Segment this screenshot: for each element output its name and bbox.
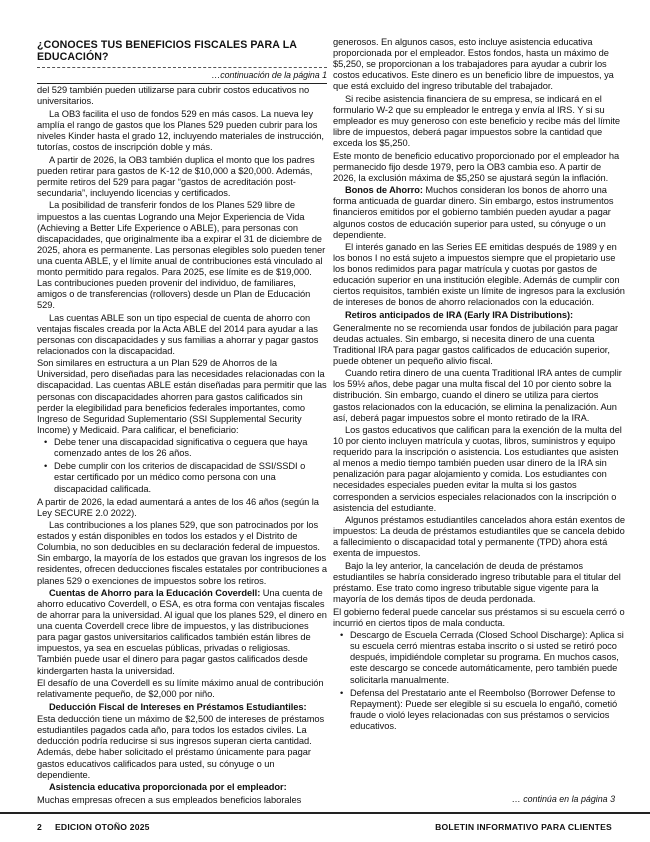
paragraph: Esta deducción tiene un máximo de $2,500 de intereses de préstamos estudiantiles pagados cada año, para todos los estados civiles. La deducción podría reducirse si sus ingresos superan cierta cantidad. Además, debe haber solicitado el préstamo únicamente para pagar gastos educativos calificados para usted, su cónyuge o un dependiente.: [37, 714, 325, 780]
bullet-icon: •: [44, 461, 48, 472]
subheading-coverdell: Cuentas de Ahorro para la Educación Coverdell:: [49, 588, 261, 599]
paragraph: Bajo la ley anterior, la cancelación de deuda de préstamos estudiantiles se habría considerado ingreso tributable para el titular del préstamo. Ese trato como ingreso tributable sigue vigente para la mayoría de los demás tipos de deuda perdonada.: [333, 560, 621, 605]
paragraph: El gobierno federal puede cancelar sus préstamos si su escuela cerró o incurrió en ciertos tipos de mala conducta.: [333, 606, 625, 628]
paragraph: generosos. En algunos casos, esto incluye asistencia educativa proporcionada por el empleador. Estos fondos, hasta un máximo de $5,250, se proporcionan a los trabajadores para ayudar a cubrir los costos educativos. Este dinero es un beneficio libre de impuestos, ya que está excluido del ingreso tributable del trabajador.: [333, 37, 614, 92]
paragraph: del 529 también pueden utilizarse para cubrir costos educativos no universitarios.: [37, 85, 310, 107]
paragraph: Las cuentas ABLE son un tipo especial de cuenta de ahorro con ventajas fiscales creada por la Acta ABLE del 2014 para ayudar a las personas con discapacidades y sus familias a ahorrar y pagar gastos relacionados con la discapacidad.: [37, 312, 319, 356]
paragraph: El desafío de una Coverdell es su límite máximo anual de contribución relativamente pequeño, de $2,000 por niño.: [37, 678, 324, 700]
eligibility-list: [37, 437, 327, 494]
paragraph: A partir de 2026, la edad aumentará a antes de los 46 años (según la Ley SECURE 2.0 2022).: [37, 496, 319, 518]
left-column: [37, 36, 327, 807]
paragraph: Muchas empresas ofrecen a sus empleados beneficios laborales: [37, 794, 302, 805]
section-divider: [37, 83, 327, 84]
list-item: • Debe tener una discapacidad significativa o ceguera que haya comenzado antes de los 26 años.: [44, 437, 308, 459]
discharge-list: [333, 630, 625, 732]
list-item: • Descargo de Escuela Cerrada (Closed School Discharge): Aplica si su escuela cerró mientras estaba inscrito o si usted se retiró poco después, impidiéndole completar su programa. En muchos casos, este descargo se concede automáticamente, pero también puede solicitarla manualmente.: [340, 630, 624, 685]
paragraph: Este monto de beneficio educativo proporcionado por el empleador ha permanecido fijo desde 1979, pero la OB3 cambia eso. A partir de 2026, la exclusión máxima de $5,250 se ajustará según la inflación.: [333, 150, 620, 183]
paragraph-savings-bonds: Bonos de Ahorro: Muchos consideran los bonos de ahorro una forma anticuada de guardar dinero. Sin embargo, estos instrumentos financieros emitidos por el gobierno también pueden ayudar a pagar algunos costos de educación superior para usted, su cónyuge o un dependiente.: [333, 185, 614, 240]
paragraph: La OB3 facilita el uso de fondos 529 en más casos. La nueva ley amplía el rango de gastos que los Planes 529 pueden cubrir para los niveles Kinder hasta el grado 12, incluyendo materiales de instrucción, tutorías, costos de inscripción doble y más.: [37, 108, 324, 153]
bullet-icon: •: [340, 687, 344, 698]
page-footer: [0, 812, 650, 842]
paragraph: A partir de 2026, la OB3 también duplica el monto que los padres pueden retirar para gastos de K-12 de $10,000 a $20,000. Además, permite retiros del 529 para pagar “gastos de acreditación post-secundaria”, incluyendo licencias y certificados.: [37, 154, 315, 198]
subheading-savings-bonds: Bonos de Ahorro:: [345, 185, 423, 196]
article-title: ¿CONOCES TUS BENEFICIOS FISCALES PARA LA EDUCACIÓN?: [37, 39, 297, 63]
list-item: • Defensa del Prestatario ante el Reembolso (Borrower Defense to Repayment): Puede ser elegible si su escuela lo engañó, cometió fraude o violó leyes relacionadas con sus préstamos o servicios educativos.: [340, 687, 618, 731]
paragraph-coverdell: Cuentas de Ahorro para la Educación Coverdell: Una cuenta de ahorro educativo Coverdell, o ESA, es otra forma con ventajas fiscales de ahorrar para la universidad. Al igual que los planes 529, el dinero en una cuenta Coverdell crece libre de impuestos, y las distribuciones para pagar gastos universitarios calificados también están libres de impuestos, ya sea en escuelas públicas, privadas o religiosas. También puede usar el dinero para pagar gastos calificados desde kindergarten hasta la universidad.: [37, 588, 327, 676]
paragraph: Si recibe asistencia financiera de su empresa, se indicará en el formulario W-2 que su empleador le entrega y envía al IRS. Y si su empleador es muy generoso con este beneficio y recibe más del límite libre de impuestos, deberá pagar impuestos sobre la cantidad que exceda los $5,250.: [333, 93, 621, 149]
continued-from-note: …continuación de la página 1: [211, 69, 327, 80]
subheading-employer-assistance: Asistencia educativa proporcionada por el empleador:: [49, 782, 287, 793]
continued-on-note: … continúa en la página 3: [511, 794, 615, 804]
paragraph: Algunos préstamos estudiantiles cancelados ahora están exentos de impuestos: La deuda de préstamos estudiantiles que se cancela debido a fallecimiento o discapacidad total y permanente (TPD) ahora está exenta de impuestos.: [333, 515, 625, 559]
right-column: [333, 37, 625, 734]
subheading-early-ira: Retiros anticipados de IRA (Early IRA Distributions):: [345, 310, 574, 320]
page-number: 2: [37, 822, 42, 832]
paragraph: La posibilidad de transferir fondos de los Planes 529 libre de impuestos a las cuentas Logrando una Mejor Experiencia de Vida (Achieving a Better Life Experience o ABLE), para personas con discapacidades, que originalmente iba a expirar el 31 de diciembre de 2025, ahora es permanente. Las personas elegibles solo pueden tener una cuenta ABLE, y el límite anual de contribuciones está vinculado al monto permitido para regalos. Para 2025, ese límite es de $19,000. Las contribuciones pueden provenir del individuo, de familiares, amigos o de transferencias (rollovers) desde un Plan de Educación 529.: [37, 200, 326, 310]
bulletin-label: BOLETIN INFORMATIVO PARA CLIENTES: [435, 822, 612, 832]
list-item: • Debe cumplir con los criterios de discapacidad de SSI/SSDI o estar certificado por un médico como persona con una discapacidad calificada.: [44, 461, 306, 494]
paragraph: Generalmente no se recomienda usar fondos de jubilación para pagar deudas actuales. Sin embargo, si necesita dinero de una cuenta Traditional IRA para pagar gastos calificados de educación superior, puede obtener un pequeño alivio fiscal.: [333, 322, 619, 366]
bullet-icon: •: [44, 437, 48, 448]
edition-label: EDICION OTOÑO 2025: [55, 822, 150, 832]
paragraph: Las contribuciones a los planes 529, que son patrocinados por los estados y están disponibles en todos los estados y el Distrito de Columbia, no son deducibles en su declaración federal de impuestos. Sin embargo, la mayoría de los estados que gravan los ingresos de los residentes, ofrecen deducciones fiscales estatales por contribuciones a planes 529 o exenciones de impuestos sobre los retiros.: [37, 520, 327, 586]
paragraph: Los gastos educativos que califican para la exención de la multa del 10 por ciento incluyen matrícula y cuotas, libros, suministros y equipo requerido para la inscripción o asistencia. Los estudiantes que asisten al menos a medio tiempo también pueden usar dinero de la IRA sin penalización para pagar alojamiento y comida. Los estudiantes con necesidades especiales pueden evitar la multa si los gastos corresponden a servicios especiales relacionados con la inscripción o asistencia del estudiante.: [333, 425, 622, 513]
paragraph: El interés ganado en las Series EE emitidas después de 1989 y en los bonos I no está sujeto a impuestos siempre que el propietario use los bonos redimidos para pagar matrícula y cuotas por gastos de educación superior en una institución elegible. Además de cumplir con ciertos requisitos, también existe un límite de ingresos para la exclusión de intereses de bonos de ahorro relacionados con la educación.: [333, 242, 625, 308]
paragraph: Son similares en estructura a un Plan 529 de Ahorros de la Universidad, pero diseñadas para las necesidades relacionadas con la discapacidad. Las cuentas ABLE están diseñadas para permitir que las personas con discapacidades ahorren para gastos calificados sin perder la elegibilidad para beneficios federales importantes, como Ingreso de Seguridad Suplementario (SSI Supplemental Security Income) y Medicaid. Para calificar, el beneficiario:: [37, 358, 327, 435]
subheading-student-loan-interest: Deducción Fiscal de Intereses en Préstamos Estudiantiles:: [49, 701, 307, 712]
paragraph: Cuando retira dinero de una cuenta Traditional IRA antes de cumplir los 59½ años, debe pagar una multa fiscal del 10 por ciento sobre la distribución. Sin embargo, cuando el dinero se utiliza para ciertos gastos relacionados con la educación, se elimina la penalización. Aun así, deberá pagar impuestos sobre el monto retirado de la IRA.: [333, 368, 622, 423]
bullet-icon: •: [340, 630, 344, 641]
